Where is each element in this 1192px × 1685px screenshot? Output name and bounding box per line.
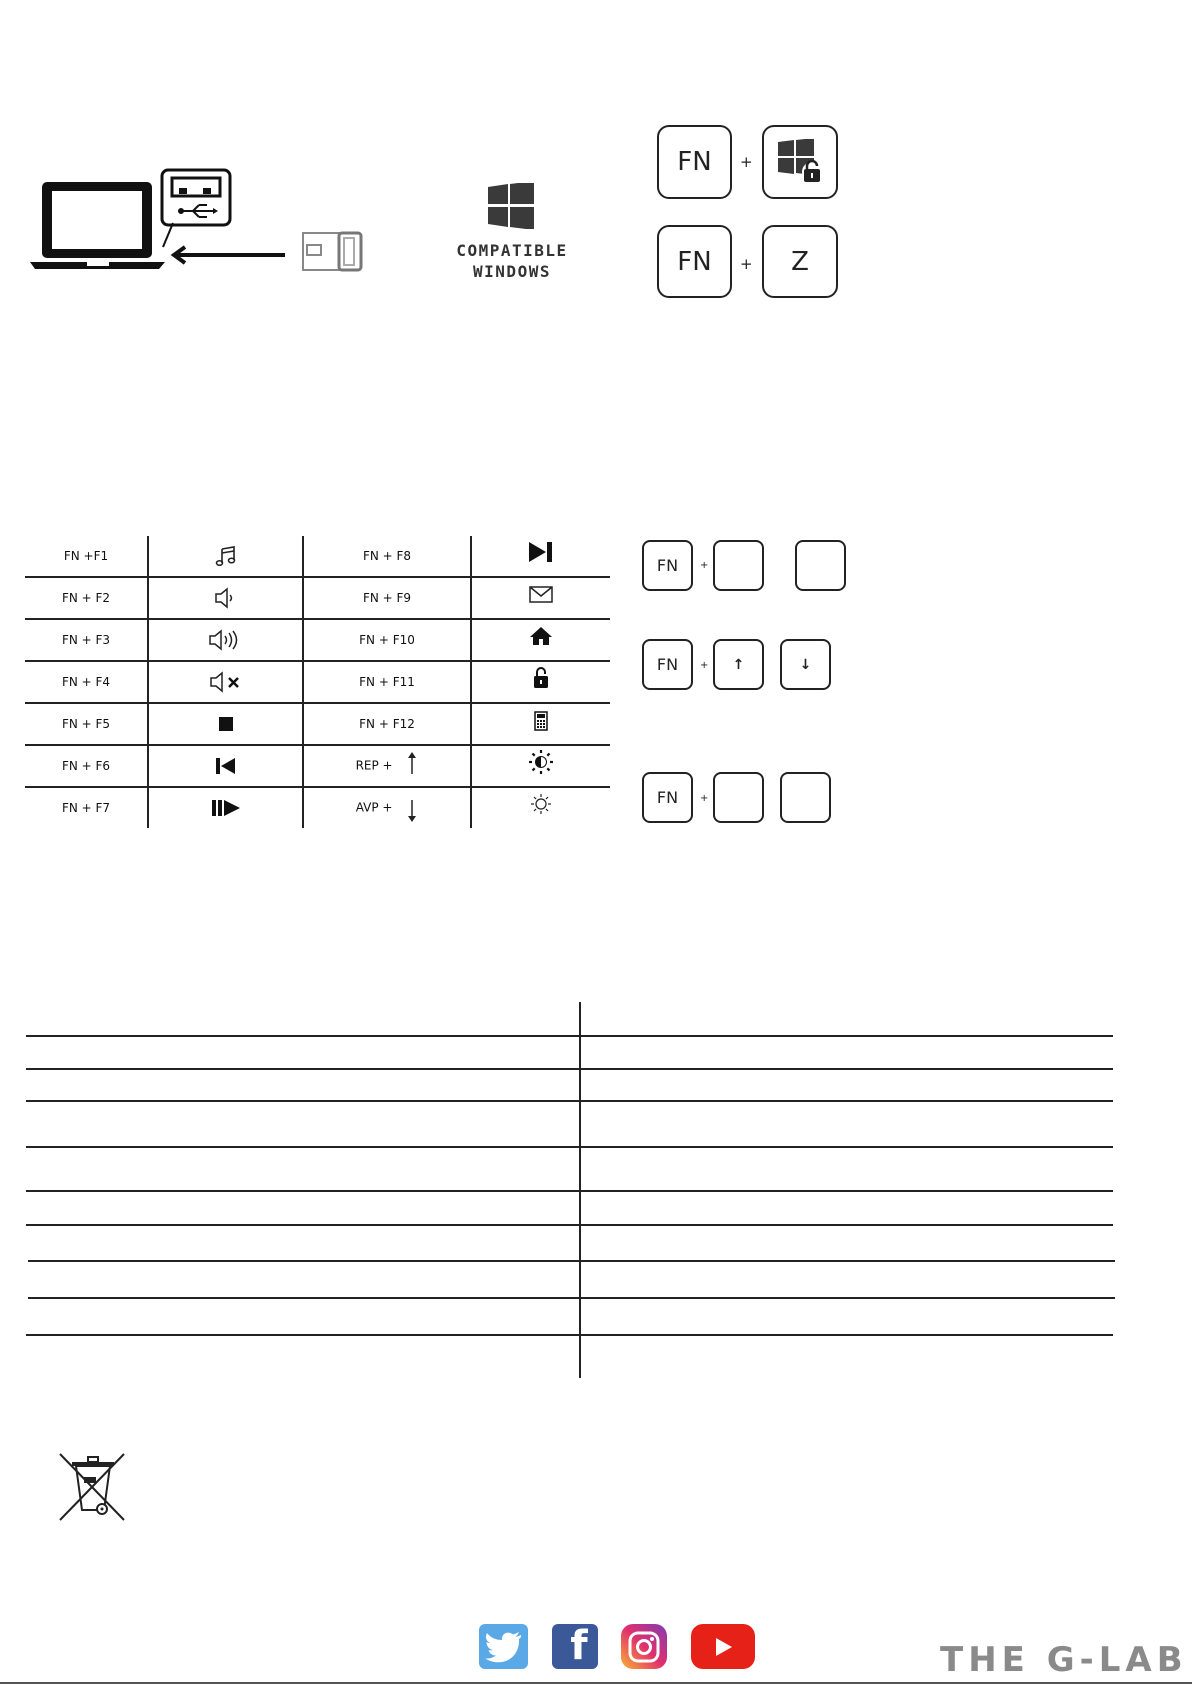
table-row (25, 787, 610, 828)
table-row (25, 661, 610, 703)
icon-cell (471, 661, 610, 703)
icon-cell (471, 619, 610, 661)
combo-cell: FN + F3 (25, 619, 148, 661)
fn-key: FN (657, 225, 732, 298)
icon-cell (148, 536, 303, 577)
usb-dongle-icon (303, 233, 361, 270)
table-row-line (28, 1260, 1115, 1262)
table-row-line (26, 1068, 1113, 1070)
z-key: Z (762, 225, 838, 298)
volume-up-icon (208, 628, 244, 652)
plus-sign: + (700, 560, 709, 571)
stop-icon (218, 716, 234, 732)
plus-sign: + (740, 255, 753, 273)
plus-sign: + (700, 660, 709, 671)
previous-track-icon (215, 757, 237, 775)
next-track-icon (528, 541, 554, 563)
music-note-icon (215, 545, 237, 567)
footer-line (0, 1682, 1192, 1684)
home-icon (529, 626, 553, 646)
combo-cell: AVP + (303, 787, 471, 828)
mute-icon (209, 670, 243, 694)
brightness-up-icon (529, 750, 553, 774)
icon-cell (471, 536, 610, 577)
table-row-line (26, 1100, 1113, 1102)
combo-cell: FN + F4 (25, 661, 148, 703)
windows-lock-key (762, 125, 838, 199)
function-key-table (25, 536, 610, 828)
combo-cell: FN + F12 (303, 703, 471, 745)
icon-cell (148, 745, 303, 787)
table-row-line (26, 1224, 1113, 1226)
icon-cell (148, 661, 303, 703)
table-row (25, 536, 610, 577)
fn-key: FN (642, 772, 693, 823)
volume-down-icon (214, 586, 238, 610)
windows-lock-icon (778, 139, 822, 185)
facebook-icon[interactable]: f (552, 1624, 598, 1669)
youtube-icon[interactable] (691, 1624, 755, 1669)
arrow-down-icon (406, 799, 418, 823)
play-pause-icon (211, 799, 241, 817)
combo-cell: FN + F7 (25, 787, 148, 828)
brand-logo: THE G-LAB (940, 1640, 1188, 1680)
combo-cell: FN + F6 (25, 745, 148, 787)
combo-cell: FN + F9 (303, 577, 471, 619)
table-row (25, 619, 610, 661)
table-row (25, 745, 610, 787)
crossed-bin-icon (58, 1452, 128, 1522)
combo-cell: FN + F11 (303, 661, 471, 703)
table-row-line (26, 1035, 1113, 1037)
calculator-icon (534, 711, 548, 731)
icon-cell (148, 619, 303, 661)
table-row-line (28, 1297, 1115, 1299)
icon-cell (148, 787, 303, 828)
combo-cell: FN + F8 (303, 536, 471, 577)
blank-key (713, 540, 764, 591)
icon-cell (471, 787, 610, 828)
table-row-line (26, 1190, 1113, 1192)
arrow-up-icon (406, 751, 418, 775)
laptop-usb-illustration (25, 165, 370, 280)
plus-sign: + (700, 793, 709, 804)
brightness-down-icon (530, 793, 552, 815)
blank-key (713, 772, 764, 823)
fn-key: FN (657, 125, 732, 199)
compatible-windows-label: COMPATIBLE WINDOWS (456, 241, 568, 281)
combo-cell: REP + (303, 745, 471, 787)
combo-cell: FN + F5 (25, 703, 148, 745)
fn-key: FN (642, 540, 693, 591)
icon-cell (471, 703, 610, 745)
combo-cell: FN + F2 (25, 577, 148, 619)
plus-sign: + (740, 153, 753, 171)
windows-logo-icon (488, 183, 534, 229)
usb-port-icon (162, 170, 230, 225)
fn-key: FN (642, 639, 693, 690)
laptop-icon (30, 182, 165, 269)
unlock-icon (533, 667, 549, 689)
table-row (25, 703, 610, 745)
instagram-icon[interactable] (621, 1624, 667, 1669)
blank-key (795, 540, 846, 591)
icon-cell (148, 577, 303, 619)
arrow-down-key: ↓ (780, 639, 831, 690)
twitter-icon[interactable] (479, 1624, 528, 1669)
table-row-line (26, 1334, 1113, 1336)
combo-cell: FN +F1 (25, 536, 148, 577)
icon-cell (471, 745, 610, 787)
table-row-line (26, 1146, 1113, 1148)
combo-cell: FN + F10 (303, 619, 471, 661)
icon-cell (471, 577, 610, 619)
arrow-up-key: ↑ (713, 639, 764, 690)
icon-cell (148, 703, 303, 745)
blank-key (780, 772, 831, 823)
table-row (25, 577, 610, 619)
mail-icon (529, 586, 553, 604)
